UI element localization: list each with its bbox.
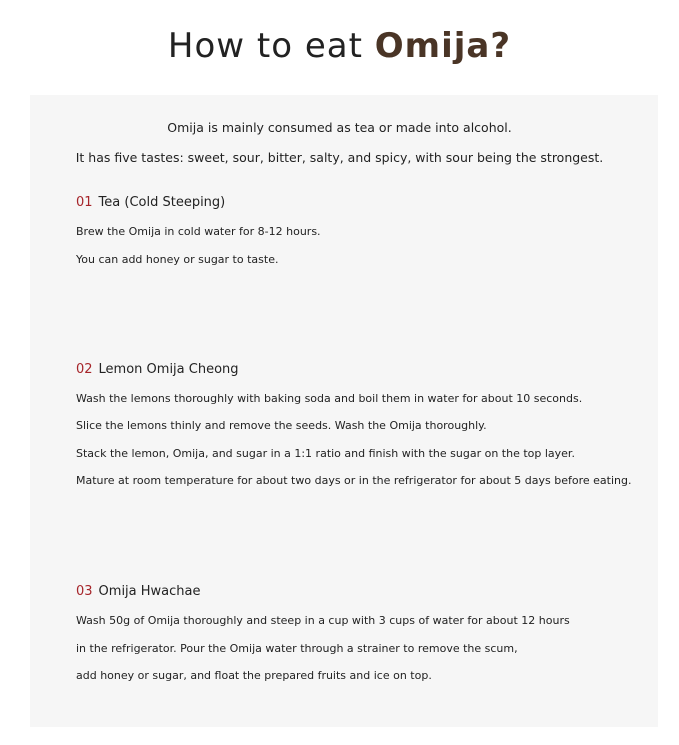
section-03-title: [76, 583, 201, 601]
title-accent: Omija?: [374, 26, 512, 66]
section-01-label: Tea (Cold Steeping): [98, 195, 226, 210]
section-02-line-1: Wash the lemons thoroughly with baking soda and boil them in water for about 10 seconds.: [76, 392, 583, 405]
section-02-line-2: Slice the lemons thinly and remove the seeds. Wash the Omija thoroughly.: [76, 419, 487, 432]
section-02-title: [76, 361, 239, 379]
title-prefix: How to eat: [167, 26, 375, 66]
page-title: [0, 22, 679, 70]
section-02-line-3: Stack the lemon, Omija, and sugar in a 1:1 ratio and finish with the sugar on the top layer.: [76, 447, 575, 460]
section-01-title: [76, 194, 225, 212]
intro-line-2: It has five tastes: sweet, sour, bitter, salty, and spicy, with sour being the strongest.: [75, 150, 604, 165]
section-01-number: 01: [76, 195, 93, 210]
section-02-label: Lemon Omija Cheong: [98, 362, 239, 377]
section-03-line-3: add honey or sugar, and float the prepared fruits and ice on top.: [76, 669, 432, 682]
section-03-line-1: Wash 50g of Omija thoroughly and steep in a cup with 3 cups of water for about 12 hours: [76, 614, 570, 627]
intro-line-1: Omija is mainly consumed as tea or made into alcohol.: [167, 120, 512, 135]
section-01-line-2: You can add honey or sugar to taste.: [76, 253, 279, 266]
section-02-number: 02: [76, 362, 93, 377]
section-03-label: Omija Hwachae: [98, 584, 201, 599]
section-01-line-1: Brew the Omija in cold water for 8-12 hours.: [76, 225, 321, 238]
content-panel: [30, 95, 658, 727]
section-03-number: 03: [76, 584, 93, 599]
section-03-line-2: in the refrigerator. Pour the Omija water through a strainer to remove the scum,: [76, 642, 518, 655]
section-02-line-4: Mature at room temperature for about two days or in the refrigerator for about 5 days before eating.: [76, 474, 632, 487]
